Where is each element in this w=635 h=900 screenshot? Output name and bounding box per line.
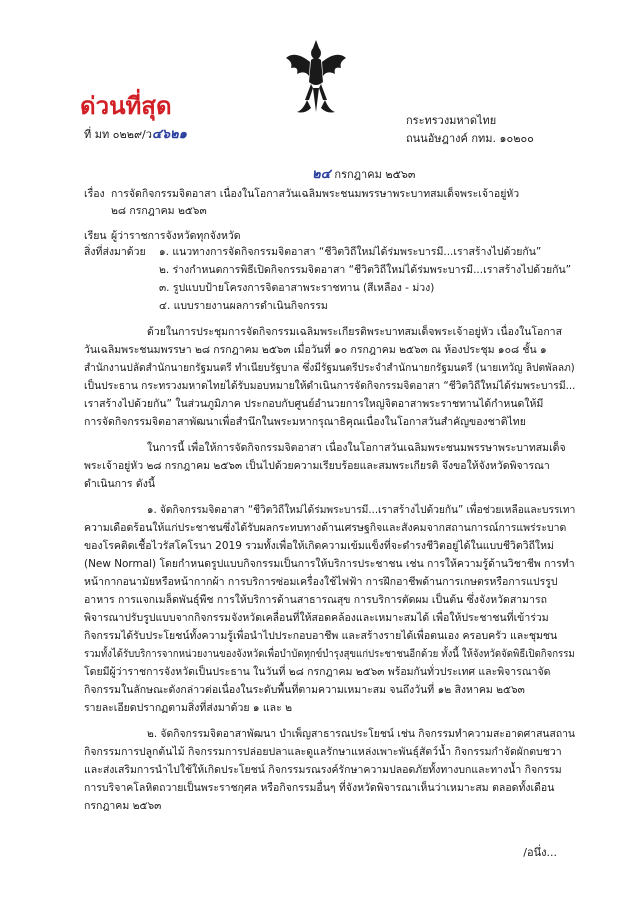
- subject-line-1: [84, 187, 519, 201]
- enclosure-item: ๓. รูปแบบป้ายโครงการจิตอาสาพระราชทาน (สีเหลือง - ม่วง): [159, 282, 435, 294]
- date-day-handwritten: ๒๔: [312, 167, 331, 182]
- date-month-year: กรกฎาคม ๒๕๖๓: [334, 168, 416, 181]
- enclosure-item: ๑. แนวทางการจัดกิจกรรมจิตอาสา “ชีวิตวิถีใหม่ได้ร่มพระบารมี...เราสร้างไปด้วยกัน”: [159, 246, 542, 258]
- paragraph-3-line: โดยมีผู้ว่าราชการจังหวัดเป็นประธาน ในวันที่ ๒๘ กรกฎาคม ๒๕๖๓ พร้อมกันทั่วประเทศ และพิจารณาจัด: [84, 666, 551, 678]
- paragraph-3-line: หน้ากากอนามัยหรือหน้ากากผ้า การบริการซ่อมเครื่องใช้ไฟฟ้า การฝึกอาชีพด้านการเกษตรหรือการแปรรูป: [84, 576, 558, 588]
- subject-text: การจัดกิจกรรมจิตอาสา เนื่องในโอกาสวันเฉลิมพระชนมพรรษาพระบาทสมเด็จพระเจ้าอยู่หัว: [111, 188, 520, 200]
- garuda-emblem-icon: [283, 36, 349, 118]
- recipient-line: [84, 229, 241, 243]
- paragraph-1-line: เราสร้างไปด้วยกัน” ในส่วนภูมิภาค ประกอบกับศูนย์อำนวยการใหญ่จิตอาสาพระราชทานได้กำหนดให้มี: [84, 398, 544, 410]
- paragraph-3-line: กิจกรรมในลักษณะดังกล่าวต่อเนื่องในระดับพื้นที่ตามความเหมาะสม จนถึงวันที่ ๑๒ สิงหาคม ๒๕๖๓: [84, 684, 525, 696]
- enclosure-item: ๔. แบบรายงานผลการดำเนินกิจกรรม: [159, 300, 328, 312]
- ministry-address: ถนนอัษฎางค์ กทม. ๑๐๒๐๐: [406, 132, 534, 145]
- subject-label: เรื่อง: [84, 188, 105, 200]
- paragraph-2-line: ในการนี้ เพื่อให้การจัดกิจกรรมจิตอาสา เนื่องในโอกาสวันเฉลิมพระชนมพรรษาพระบาทสมเด็จ: [147, 442, 566, 454]
- paragraph-3-line: ของโรคติดเชื้อไวรัสโคโรนา 2019 รวมทั้งเพื่อให้เกิดความเข้มแข็งที่จะดำรงชีวิตอยู่ได้ในแบบชีวิตวิถีใหม่: [84, 540, 554, 552]
- paragraph-3-line: รายละเอียดปรากฏตามสิ่งที่ส่งมาด้วย ๑ และ ๒: [84, 702, 292, 714]
- paragraph-3-line: (New Normal) โดยกำหนดรูปแบบกิจกรรมเป็นการให้บริการประชาชน เช่น การให้ความรู้ด้านวิชาชีพ การทำ: [84, 558, 575, 570]
- reference-handwritten-number: ๔๖๒๑: [151, 127, 187, 142]
- recipient-text: ผู้ว่าราชการจังหวัดทุกจังหวัด: [111, 230, 241, 242]
- paragraph-2-line: ดำเนินการ ดังนี้: [84, 478, 156, 490]
- paragraph-1-line: เป็นประธาน กระทรวงมหาดไทยได้รับมอบหมายให้ดำเนินการจัดกิจกรรมจิตอาสา “ชีวิตวิถีใหม่ได้ร่มพระบารมี...: [84, 380, 576, 392]
- paragraph-3-line: พิจารณาปรับรูปแบบจากกิจกรรมจังหวัดเคลื่อนที่ให้สอดคล้องและเหมาะสมได้ เพื่อให้ประชาชนที่เข้าร่วม: [84, 612, 549, 624]
- continuation-marker: /อนึ่ง...: [523, 846, 557, 859]
- paragraph-3-line: รวมทั้งได้รับบริการจากหน่วยงานของจังหวัดเพื่อบำบัดทุกข์บำรุงสุขแก่ประชาชนอีกด้วย ทั้งนี้ ให้จังหวัดจัดพิธีเปิดกิจกรรม: [84, 648, 575, 660]
- document-date: [312, 163, 415, 184]
- paragraph-4-line: และส่งเสริมการนำไปใช้ให้เกิดประโยชน์ กิจกรรมรณรงค์รักษาความปลอดภัยทั้งทางบกและทางน้ำ กิจกรรม: [84, 764, 562, 776]
- enclosures-label: สิ่งที่ส่งมาด้วย: [84, 246, 146, 258]
- paragraph-1-line: การจัดกิจกรรมจิตอาสาพัฒนาเพื่อสำนึกในพระมหากรุณาธิคุณเนื่องในโอกาสวันสำคัญของชาติไทย: [84, 416, 526, 428]
- paragraph-4-line: ๒. จัดกิจกรรมจิตอาสาพัฒนา บำเพ็ญสาธารณประโยชน์ เช่น กิจกรรมทำความสะอาดศาสนสถาน: [147, 728, 576, 740]
- paragraph-4-line: กรกฎาคม ๒๕๖๓: [84, 800, 162, 812]
- paragraph-1-line: สำนักงานปลัดสำนักนายกรัฐมนตรี ทำเนียบรัฐบาล ซึ่งมีรัฐมนตรีประจำสำนักนายกรัฐมนตรี (นายเทวัญ ลิปตพัลลภ): [84, 362, 575, 374]
- paragraph-3-line: ๑. จัดกิจกรรมจิตอาสา “ชีวิตวิถีใหม่ได้ร่มพระบารมี...เราสร้างไปด้วยกัน” เพื่อช่วยเหลือและบรรเทา: [147, 504, 576, 516]
- paragraph-3-line: ความเดือดร้อนให้แก่ประชาชนซึ่งได้รับผลกระทบทางด้านเศรษฐกิจและสังคมจากสถานการณ์การแพร่ระบาด: [84, 522, 567, 534]
- paragraph-2-line: พระเจ้าอยู่หัว ๒๘ กรกฎาคม ๒๕๖๓ เป็นไปด้วยความเรียบร้อยและสมพระเกียรติ จึงขอให้จังหวัดพิจารณา: [84, 460, 550, 472]
- reference-number: [84, 123, 187, 144]
- paragraph-1-line: วันเฉลิมพระชนมพรรษา ๒๘ กรกฎาคม ๒๕๖๓ เมื่อวันที่ ๑๐ กรกฎาคม ๒๕๖๓ ณ ห้องประชุม ๑๐๘ ชั้น ๑: [84, 344, 547, 356]
- subject-line-2: ๒๘ กรกฎาคม ๒๕๖๓: [111, 205, 207, 217]
- paragraph-4-line: กิจกรรมการปลูกต้นไม้ กิจกรรมการปล่อยปลาและดูแลรักษาแหล่งเพาะพันธุ์สัตว์น้ำ กิจกรรมกำจัดผักตบชวา: [84, 746, 562, 758]
- paragraph-3-line: กิจกรรมได้รับประโยชน์ทั้งความรู้เพื่อนำไปประกอบอาชีพ และสร้างรายได้เพื่อตนเอง ครอบครัว และชุมชน: [84, 630, 558, 642]
- paragraph-3-line: อาหาร การแจกเมล็ดพันธุ์พืช การให้บริการด้านสาธารณสุข การบริการตัดผม เป็นต้น ซึ่งจังหวัดสามารถ: [84, 594, 547, 606]
- enclosure-item: ๒. ร่างกำหนดการพิธีเปิดกิจกรรมจิตอาสา “ชีวิตวิถีใหม่ได้ร่มพระบารมี...เราสร้างไปด้วยกัน”: [159, 264, 572, 276]
- urgency-stamp: ด่วนที่สุด: [80, 91, 172, 120]
- paragraph-4-line: การบริจาคโลหิตถวายเป็นพระราชกุศล หรือกิจกรรมอื่นๆ ที่จังหวัดพิจารณาเห็นว่าเหมาะสม ตลอดทั้งเดือน: [84, 782, 555, 794]
- recipient-label: เรียน: [84, 230, 107, 242]
- reference-prefix: ที่ มท ๐๒๒๙/ว: [84, 128, 152, 141]
- paragraph-1-line: ด้วยในการประชุมการจัดกิจกรรมเฉลิมพระเกียรติพระบาทสมเด็จพระเจ้าอยู่หัว เนื่องในโอกาส: [147, 326, 562, 338]
- ministry-block: [406, 112, 534, 148]
- ministry-name: กระทรวงมหาดไทย: [406, 114, 497, 127]
